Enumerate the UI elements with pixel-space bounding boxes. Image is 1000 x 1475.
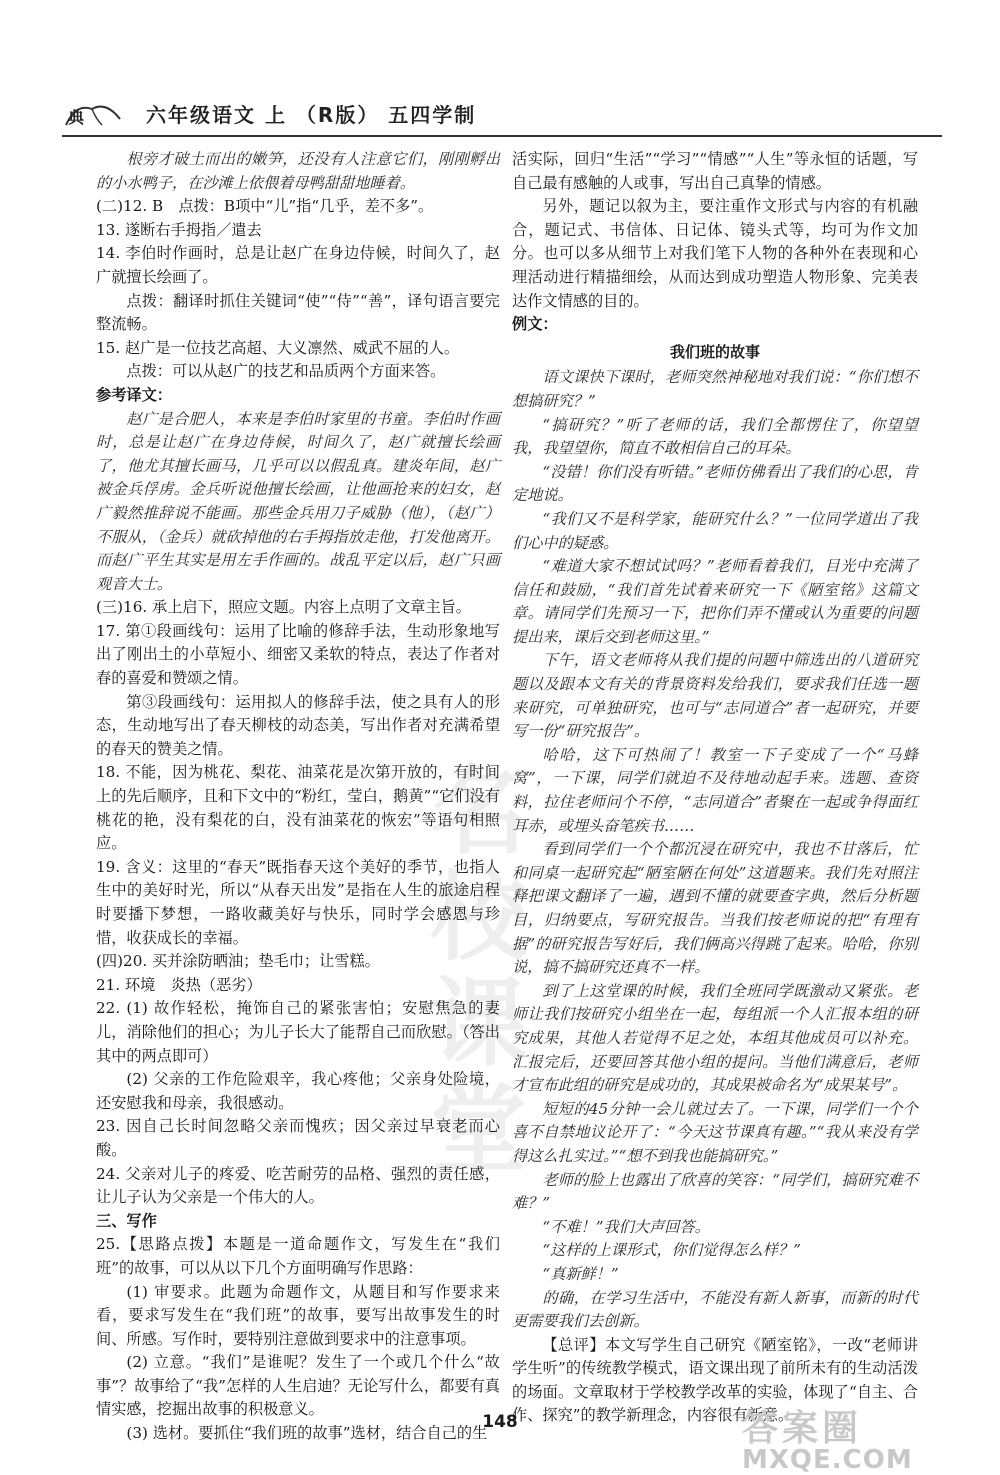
paragraph: 看到同学们一个个都沉浸在研究中，我也不甘落后，忙和同桌一起研究起“陋室陋在何处”这道题来。我们先对照注释把课文翻译了一遍，遇到不懂的就要查字典，然后分析题目，归纳要点，写研究报告。当我们按老师说的把“有理有据”的研究报告写好后，我们俩高兴得跳了起来。哈哈，你别说，搞不搞研究还真不一样。 <box>512 840 918 977</box>
paragraph: 的确，在学习生活中，不能没有新人新事，而新的时代更需要我们去创新。 <box>512 1288 918 1331</box>
paragraph: (2) 立意。“我们”是谁呢？发生了一个或几个什么“故事”？故事给了“我”怎样的人生启迪？无论写什么，都要有真情实感，挖掘出故事的积极意义。 <box>96 1353 500 1419</box>
book-logo-icon <box>62 99 124 129</box>
paragraph: 三、写作 <box>96 1211 157 1230</box>
paragraph: 14. 李伯时作画时，总是让赵广在身边侍候，时间久了，赵广就擅长绘画了。 <box>96 244 500 286</box>
watermark-title: 答案圈 <box>742 1408 863 1449</box>
paragraph: (2) 父亲的工作危险艰辛，我心疼他；父亲身处险境，还安慰我和母亲，我很感动。 <box>96 1070 500 1112</box>
paragraph: 【总评】本文写学生自己研究《陋室铭》，一改“老师讲学生听”的传统教学模式，语文课出现了前所未有的生动活泼的场面。文章取材于学校教学改革的实验，体现了“自主、合作、探究”的教学新理念，内容很有新意。 <box>512 1335 918 1425</box>
paragraph: “搞研究？”听了老师的话，我们全都愣住了，你望望我，我望望你，简直不敢相信自己的耳朵。 <box>512 415 918 458</box>
paragraph: 23. 因自己长时间忽略父亲而愧疚；因父亲过早衰老而心酸。 <box>96 1117 500 1159</box>
paragraph: 参考译文： <box>96 385 172 404</box>
paragraph: 活实际，回归“生活”“学习”“情感”“人生”等永恒的话题，写自己最有感触的人或事，写出自己真挚的情感。 <box>512 150 918 192</box>
watermark-url: MXQE.COM <box>742 1445 913 1475</box>
paragraph: (二)12. B 点拨：B项中“儿”指“几乎，差不多”。 <box>96 197 434 216</box>
paragraph: 哈哈，这下可热闹了！教室一下子变成了一个“马蜂窝”，一下课，同学们就迫不及待地动起手来。选题、查资料，拉住老师问个不停，“志同道合”者聚在一起或争得面红耳赤，或埋头奋笔疾书…… <box>512 745 918 835</box>
page-header <box>62 95 942 135</box>
paragraph: 另外，题记以叙为主，要注重作文形式与内容的有机融合，题记式、书信体、日记体、镜头式等，均可为作文加分。也可以多从细节上对我们笔下人物的各种外在表现和心理活动进行精描细绘，从而达到成功塑造人物形象、完美表达作文情感的目的。 <box>512 197 918 310</box>
paragraph: (三)16. 承上启下，照应文题。内容上点明了文章主旨。 <box>96 598 471 617</box>
header-divider <box>62 135 942 137</box>
paragraph: 到了上这堂课的时候，我们全班同学既激动又紧张。老师让我们按研究小组坐在一起，每组派一个人汇报本组的研究成果，其他人若觉得不足之处，本组其他成员可以补充。汇报完后，还要回答其他小组的提问。当他们满意后，老师才宣布此组的研究是成功的，其成果被命名为“成果某号”。 <box>512 981 918 1095</box>
paragraph: 25.【思路点拨】本题是一道命题作文，写发生在“我们班”的故事，可以从以下几个方面明确写作思路： <box>96 1235 500 1277</box>
paragraph: “我们又不是科学家，能研究什么？”一位同学道出了我们心中的疑惑。 <box>512 509 918 552</box>
paragraph: 老师的脸上也露出了欣喜的笑容：“同学们，搞研究难不难？” <box>512 1170 918 1213</box>
paragraph: (1) 审要求。此题为命题作文，从题目和写作要求来看，要求写发生在“我们班”的故事，要写出故事发生的时间、所感。写作时，要特别注意做到要求中的注意事项。 <box>96 1282 500 1348</box>
paragraph: 根旁才破土而出的嫩笋，还没有人注意它们，刚刚孵出的小水鸭子，在沙滩上依偎着母鸭甜甜地睡着。 <box>96 150 500 192</box>
paragraph: 17. 第①段画线句：运用了比喻的修辞手法，生动形象地写出了刚出土的小草短小、细密又柔软的特点，表达了作者对春的喜爱和赞颂之情。 <box>96 621 500 688</box>
paragraph: 短短的45分钟一会儿就过去了。一下课，同学们一个个喜不自禁地议论开了：“今天这节课真有趣。”“我从来没有学得这么扎实过。”“想不到我也能搞研究。” <box>512 1099 918 1165</box>
paragraph: “难道大家不想试试吗？”老师看着我们，目光中充满了信任和鼓励，“我们首先试着来研究一下《陋室铭》这篇文章。请同学们先预习一下，把你们弄不懂或认为重要的问题提出来，课后交到老师这里。” <box>512 557 918 646</box>
paragraph: (3) 选材。要抓住“我们班的故事”选材，结合自己的生 <box>126 1424 488 1443</box>
paragraph: 赵广是合肥人，本来是李伯时家里的书童。李伯时作画时，总是让赵广在身边侍候，时间久了，赵广就擅长绘画了，他尤其擅长画马，几乎可以以假乱真。建炎年间，赵广被金兵俘虏。金兵听说他擅长绘画，让他画抢来的妇女，赵广毅然推辞说不能画。那些金兵用刀子威胁（他），（赵广）不服从，（金兵）就砍掉他的右手拇指放走他，打发他离开。而赵广平生其实是用左手作画的。战乱平定以后，赵广只画观音大士。 <box>96 409 500 593</box>
paragraph: 19. 含义：这里的“春天”既指春天这个美好的季节，也指人生中的美好时光，所以“从春天出发”是指在人生的旅途启程时要播下梦想，一路收藏美好与快乐，同时学会感恩与珍惜，收获成长的幸福。 <box>96 857 500 947</box>
paragraph: 例文： <box>512 315 558 334</box>
paragraph: “这样的上课形式，你们觉得怎么样？” <box>542 1241 801 1260</box>
page-number: 148 <box>482 1412 518 1432</box>
paragraph: “不难！”我们大声回答。 <box>542 1217 710 1236</box>
paragraph: 18. 不能，因为桃花、梨花、油菜花是次第开放的，有时间上的先后顺序，且和下文中的“粉红，莹白，鹅黄”“它们没有桃花的艳，没有梨花的白，没有油菜花的恢宏”等语句相照应。 <box>96 763 500 853</box>
paragraph: 下午，语文老师将从我们提的问题中筛选出的八道研究题以及跟本文有关的背景资料发给我们，要求我们任选一题来研究，可单独研究，也可与“志同道合”者一起研究，并要写一份“研究报告”。 <box>512 651 918 741</box>
paragraph: “真新鲜！” <box>542 1264 619 1283</box>
left-column <box>96 148 500 1446</box>
paragraph: 点拨：可以从赵广的技艺和品质两个方面来答。 <box>126 362 446 381</box>
paragraph: 24. 父亲对儿子的疼爱、吃苦耐劳的品格、强烈的责任感，让儿子认为父亲是一个伟大的人。 <box>96 1164 500 1207</box>
paragraph: 语文课快下课时，老师突然神秘地对我们说：“你们想不想搞研究？” <box>512 368 918 410</box>
paragraph: 第③段画线句：运用拟人的修辞手法，使之具有人的形态，生动地写出了春天柳枝的动态美，写出作者对充满希望的春天的赞美之情。 <box>96 692 500 758</box>
paragraph: (四)20. 买并涂防晒油；垫毛巾；让雪糕。 <box>96 952 380 971</box>
paragraph: “没错！你们没有听错。”老师仿佛看出了我们的心思，肯定地说。 <box>512 462 918 505</box>
book-title: 六年级语文 上 （R版） 五四学制 <box>146 103 477 127</box>
background-stamp: 名校课堂 <box>415 760 527 1184</box>
paragraph: 点拨：翻译时抓住关键词“使”“侍”“善”，译句语言要完整流畅。 <box>96 291 500 334</box>
paragraph: 13. 遂断右手拇指／遣去 <box>96 220 262 239</box>
paragraph: 21. 环境 炎热（恶劣） <box>96 975 262 994</box>
right-column <box>512 148 918 1428</box>
paragraph: 15. 赵广是一位技艺高超、大义凛然、威武不屈的人。 <box>96 338 460 357</box>
logo-text: 典 <box>68 108 85 127</box>
paragraph: 我们班的故事 <box>669 342 760 361</box>
site-watermark <box>742 1400 972 1475</box>
paragraph: 22. (1) 故作轻松，掩饰自己的紧张害怕；安慰焦急的妻儿，消除他们的担心；为儿子长大了能帮自己而欣慰。（答出其中的两点即可） <box>96 999 500 1065</box>
